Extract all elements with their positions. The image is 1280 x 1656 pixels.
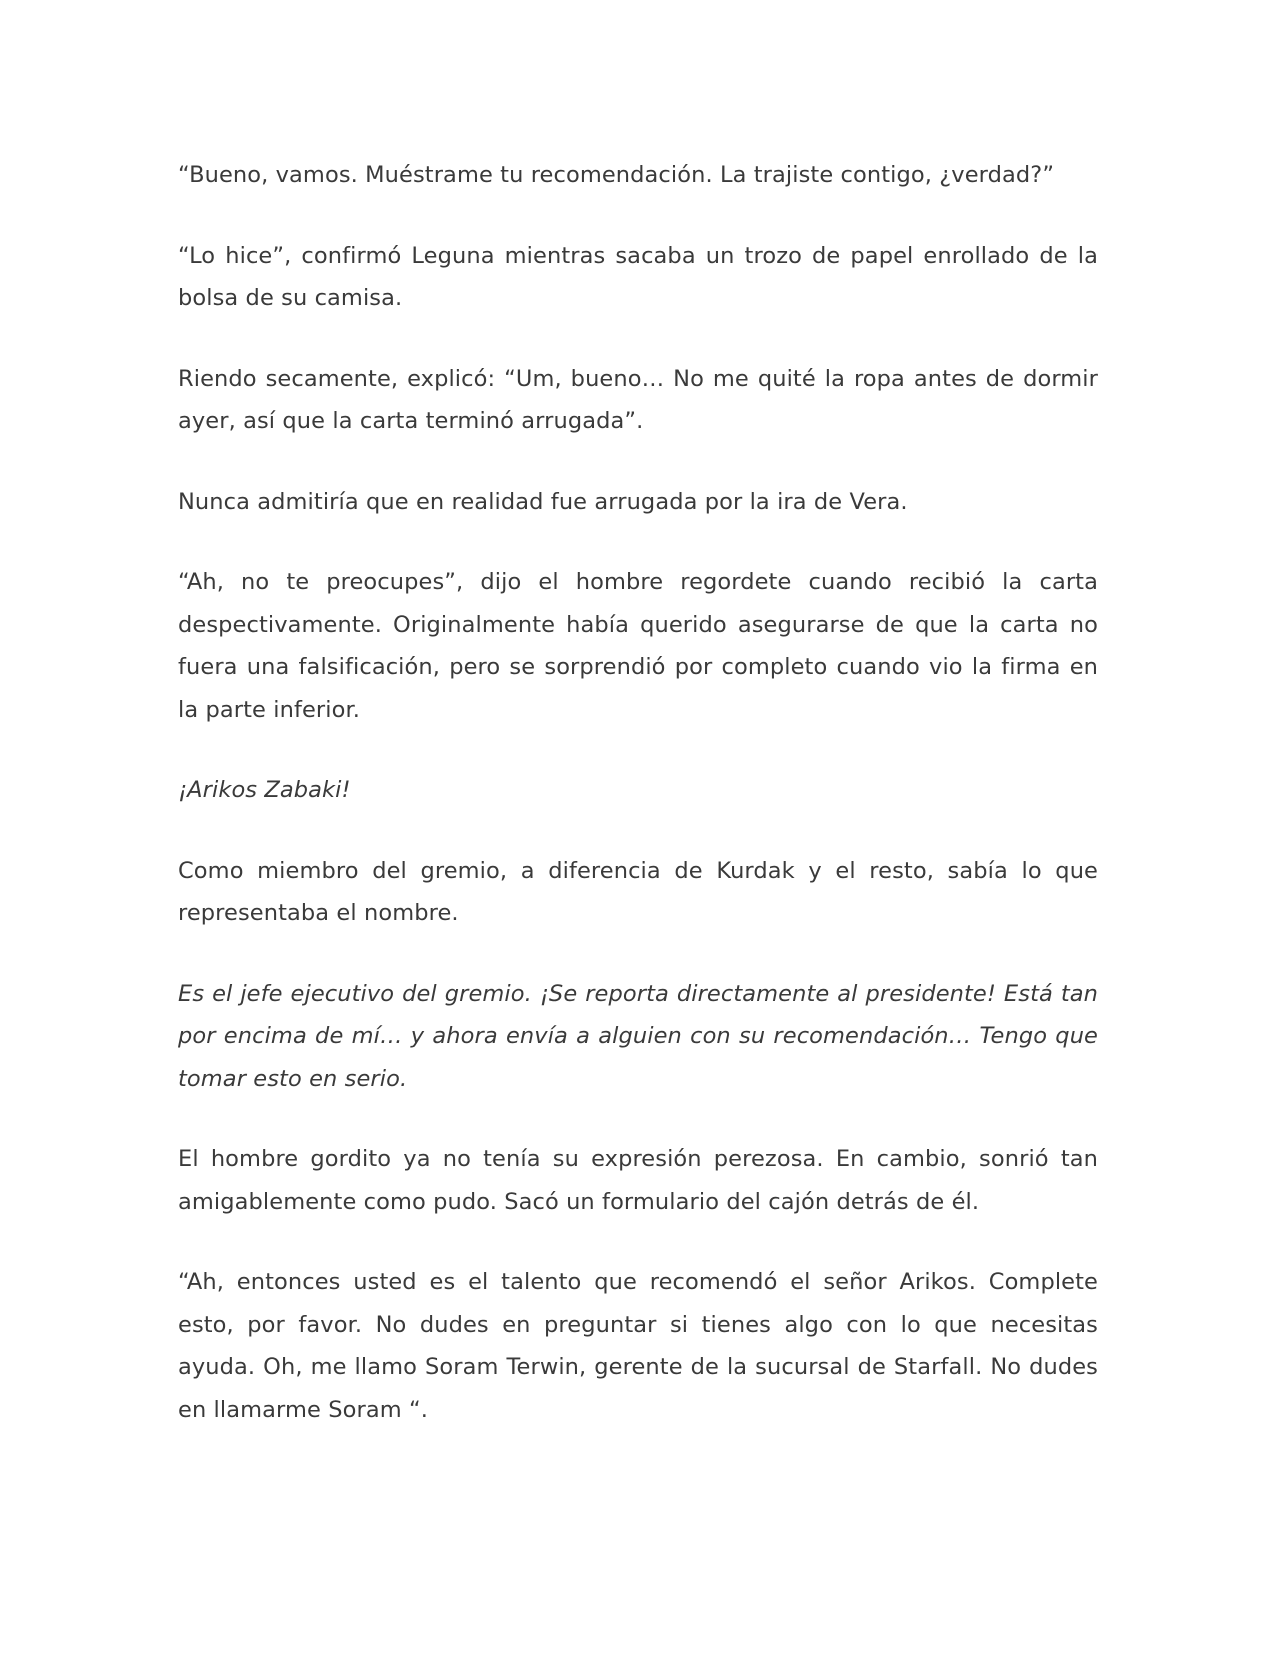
paragraph: “Ah, entonces usted es el talento que recomendó el señor Arikos. Complete esto, por favor. No dudes en preguntar si tienes algo con lo que necesitas ayuda. Oh, me llamo Soram Terwin, gerente de la sucursal de Starfall. No dudes en llamarme Soram “.	[178, 1269, 1098, 1423]
paragraph: Nunca admitiría que en realidad fue arrugada por la ira de Vera.	[178, 488, 908, 515]
paragraph: El hombre gordito ya no tenía su expresión perezosa. En cambio, sonrió tan amigablemente como pudo. Sacó un formulario del cajón detrás de él.	[178, 1146, 1098, 1215]
paragraph: “Ah, no te preocupes”, dijo el hombre regordete cuando recibió la carta despectivamente. Originalmente había querido asegurarse de que la carta no fuera una falsificación, pero se sorprendió por completo cuando vio la firma en la parte inferior.	[178, 569, 1098, 723]
paragraph: “Bueno, vamos. Muéstrame tu recomendación. La trajiste contigo, ¿verdad?”	[178, 162, 1055, 188]
paragraph: “Lo hice”, confirmó Leguna mientras sacaba un trozo de papel enrollado de la bolsa de su camisa.	[178, 242, 1098, 311]
paragraph: Riendo secamente, explicó: “Um, bueno… No me quité la ropa antes de dormir ayer, así que la carta terminó arrugada”.	[178, 365, 1098, 434]
paragraph-italic: ¡Arikos Zabaki!	[178, 777, 351, 803]
document-page	[178, 154, 1098, 1469]
paragraph-italic: Es el jefe ejecutivo del gremio. ¡Se reporta directamente al presidente! Está tan por encima de mí… y ahora envía a alguien con su recomendación… Tengo que tomar esto en serio.	[178, 980, 1098, 1092]
paragraph: Como miembro del gremio, a diferencia de Kurdak y el resto, sabía lo que representaba el nombre.	[178, 857, 1098, 926]
